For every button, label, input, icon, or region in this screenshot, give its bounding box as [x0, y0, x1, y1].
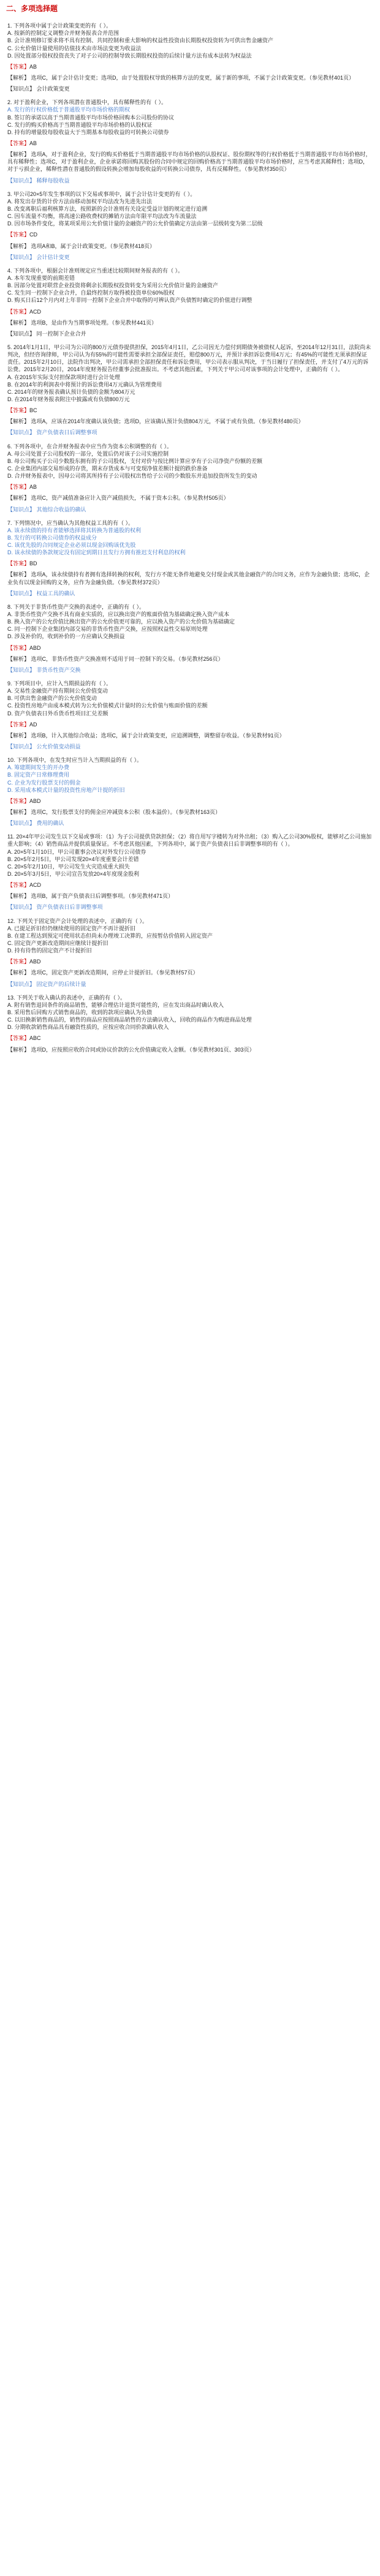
option-text: D. 该永续债的条款规定没有固定到期日且发行方拥有推迟支付利息的权利	[7, 549, 186, 556]
answer-label: 【答案】	[7, 407, 30, 414]
answer-label: 【答案】	[7, 644, 30, 651]
explanation-text: 【解析】 选项A，对于盈利企业，发行的购买价格低于当期普通股平均市场价格的认股权证、股份期权等的行权价格低于当期普通股平均市场价格时，具有稀释性；选项C，对于盈利企业，企业承诺将回购其股份的合同中规定的回购价格高于当期普通股平均市场价格时，应当考虑其稀释性；选项D，对于亏损企业，稀释性潜在普通股的假设转换会增加每股收益的可转换公司债券，具有反稀释性。（参见教材350页）	[7, 151, 371, 173]
section-title: 二、多项选择题	[6, 4, 58, 13]
knowledge-point: 【知识点】 同一控制下企业合并	[7, 330, 86, 337]
answer-value: ABD	[29, 644, 41, 651]
question-text: 13. 下列关于收入确认的表述中，正确的有（ ）。	[7, 994, 126, 1001]
option-text: D. 购买日后12个月内对上年非同一控制下企业合并中取得的可辨认资产负债暂时确定的价值进行调整	[7, 297, 253, 304]
answer-line	[0, 308, 380, 315]
question-text: 2. 对于盈利企业，下列各项潜在普通股中，具有稀释性的有（ ）。	[7, 99, 167, 106]
option-text: C. 企业为发行股票支付的佣金	[7, 779, 81, 786]
option-text: D. 因市场条件变化，将某项采用公允价值计量的金融资产的公允价值确定方法由第一层级转变为第二层级	[7, 220, 263, 227]
answer-line	[0, 407, 380, 414]
answer-label: 【答案】	[7, 1035, 30, 1042]
answer-value: AB	[29, 63, 37, 70]
explanation-text: 【解析】 选项B，计入其他综合收益；选项C，属于会计政策变更，应追溯调整，调整留存收益。（参见教材91页）	[7, 732, 285, 739]
answer-value: ACD	[29, 308, 42, 315]
option-text: D. 资产负债表日外币货币性项目汇兑差额	[7, 710, 108, 717]
option-text: B. 发行的可转换公司债券的权益成分	[7, 534, 97, 541]
option-text: A. 在2015年实际支付担保款项时进行会计处理	[7, 374, 121, 380]
option-text: B. 采用售后回购方式销售商品的，收到的款项应确认为负债	[7, 1009, 153, 1015]
question-text: 4. 下列各项中，根据会计准则规定应当重述比较期间财务报表的有（ ）。	[7, 267, 184, 274]
answer-value: BD	[29, 560, 37, 567]
question-text: 10. 下列各项中，在发生时应当计入当期损益的有（ ）。	[7, 757, 143, 764]
option-text: C. 因车流量不均衡，将高速公路收费权的摊销方法由年限平均法改为车流量法	[7, 213, 197, 220]
option-text: B. 改变离职后福利核算方法，按照新的会计准则有关设定受益计划的规定进行追溯	[7, 206, 208, 212]
option-text: C. 企业集团内部交易形成的存货，期末存货成本与可变现净值差额计提的跌价准备	[7, 465, 208, 472]
knowledge-point: 【知识点】 资产负债表日后非调整事项	[7, 904, 103, 911]
option-text: C. 固定资产更新改造期间应继续计提折旧	[7, 940, 108, 946]
option-text: C. 同一控制下企业集团内部交易的非货币性资产交换，应按照权益性交易原则处理	[7, 626, 208, 633]
option-text: A. 非货币性资产交换不具有商业实质的，应以换出资产的账面价值为基础确定换入资产成本	[7, 611, 230, 618]
answer-label: 【答案】	[7, 958, 30, 965]
option-text: D. 因处置部分股权投资丧失了对子公司的控制导致长期股权投资的后续计量方法有成本法转为权益法	[7, 52, 252, 59]
knowledge-point: 【知识点】 会计政策变更	[7, 86, 70, 92]
option-text: B. 在2014年的利润表中将预计的诉讼费用4万元确认为管理费用	[7, 381, 162, 388]
option-text: A. 附有销售退回条件的商品销售，能够合理估计退货可能性的，应在发出商品时确认收入	[7, 1001, 224, 1008]
option-text: A. 按新的控制定义调整合并财务报表合并范围	[7, 30, 120, 37]
answer-line	[0, 560, 380, 567]
question-text: 5. 2014年1月1日，甲公司为公司的800万元债券提供担保，2015年4月1日，乙公司因无力偿付到期债务被债权人起诉，至2014年12月31日，法院尚未判决，但经咨询律师，甲公司认为有55%的可能性需要承担全部保证责任，赔偿800万元，并预计承担诉讼费用4万元；有45%的可能性无须承担保证责任。2015年2月10日，法院作出判决，甲公司需承担全部担保责任和诉讼费用，甲公司表示服从判决，于当日履行了担保责任，并支付了4万元的诉讼费。2015年2月20日，2014年度财务报告经董事会批准报出。不考虑其他因素，下列关于甲公司对该事项的会计处理中，正确的有（ ）。	[7, 344, 371, 373]
knowledge-point: 【知识点】 稀释每股收益	[7, 177, 70, 184]
answer-value: ACD	[29, 882, 42, 889]
answer-value: ABD	[29, 958, 41, 965]
option-text: A. 20×5年1月10日，甲公司董事会决议对外发行公司债券	[7, 848, 146, 855]
question-text: 6. 下列各项中，在合并财务报表中应当作为资本公积调整的有（ ）。	[7, 443, 173, 450]
knowledge-point: 【知识点】 费用的确认	[7, 820, 64, 827]
answer-line	[0, 797, 380, 805]
answer-label: 【答案】	[7, 560, 30, 567]
answer-label: 【答案】	[7, 797, 30, 804]
explanation-text: 【解析】 选项C，属于会计估计变更；选项D，由于处置股权导致的核算方法的变更，属于新的事项，不属于会计政策变更。（参见教材401页）	[7, 75, 355, 81]
answer-value: AB	[29, 140, 37, 147]
question-text: 9. 下列项目中，应计入当期损益的有（ ）。	[7, 680, 112, 687]
explanation-text: 【解析】 选项A，应该在2014年度确认该负债；选项D，应该确认预计负债804万元，不属于或有负债。（参见教材480页）	[7, 418, 304, 425]
answer-line	[0, 1034, 380, 1042]
option-text: D. 20×5年3月5日，甲公司宣告发放20×4年度现金股利	[7, 870, 140, 877]
knowledge-point: 【知识点】 会计估计变更	[7, 254, 70, 260]
knowledge-point: 【知识点】 公允价值变动损益	[7, 744, 81, 750]
explanation-text: 【解析】 选项C，非货币性资产交换准则不适用于同一控制下的交易。（参见教材256页）	[7, 655, 224, 662]
answer-value: AB	[29, 484, 37, 491]
option-text: B. 母公司购买子公司少数股东拥有的子公司股权，支付对价与按比例计算应享有子公司净资产份额的差额	[7, 458, 263, 464]
option-text: C. 发生同一控制下企业合并，自最终控制方取得被投资单位60%股权	[7, 290, 175, 296]
option-text: B. 可供出售金融资产的公允价值变动	[7, 695, 97, 702]
question-text: 3. 甲公司20×5年发生事项的以下交易或事项中，属于会计估计变更的有（ ）。	[7, 190, 196, 197]
knowledge-point: 【知识点】 固定资产的后续计量	[7, 981, 86, 987]
answer-line	[0, 958, 380, 965]
answer-line	[0, 721, 380, 728]
answer-line	[0, 140, 380, 147]
option-text: A. 母公司处置子公司股权的一部分，处置后仍对该子公司实施控制	[7, 450, 169, 457]
knowledge-point: 【知识点】 资产负债表日后调整事项	[7, 429, 97, 436]
option-text: D. 涉及补价的，收到补价的一方应确认交换损益	[7, 633, 125, 640]
explanation-text: 【解析】 选项B，属于资产负债表日后调整事项。（参见教材471页）	[7, 893, 174, 900]
answer-line	[0, 881, 380, 889]
answer-value: CD	[29, 232, 38, 238]
answer-label: 【答案】	[7, 140, 30, 147]
option-text: C. 发行的购买价格高于当期普通股平均市场价格的认股权证	[7, 121, 153, 128]
option-text: B. 20×5年2月5日，甲公司发现20×4年度重要会计差错	[7, 856, 139, 862]
option-text: C. 20×5年2月10日，甲公司发生火灾造成重大损失	[7, 863, 130, 870]
option-text: D. 在2014年财务报表附注中披露或有负债800万元	[7, 396, 130, 402]
question-text: 11. 20×4年甲公司发生以下交易或事项：（1）为子公司提供贷款担保；（2）将自用写字楼转为对外出租；（3）购入乙公司30%股权，能够对乙公司施加重大影响；（4）销售商品并提供质量保证。不考虑其他因素，下列各项中，属于资产负债表日后非调整事项的有（ ）。	[7, 834, 372, 848]
option-text: A. 该永续债的持有者能够选择将其转换为普通股的权利	[7, 527, 142, 533]
answer-value: AD	[29, 721, 37, 728]
option-text: C. 2014年的财务报表确认预计负债的金额为804万元	[7, 388, 135, 395]
option-text: C. 该优先股的合同规定企业必须以现金回购该优先股	[7, 542, 136, 549]
option-text: C. 公允价值计量使用的估值技术由市场法变更为收益法	[7, 45, 142, 51]
option-text: C. 以旧换新销售商品的，销售的商品应按照商品销售的方法确认收入，回收的商品作为购进商品处理	[7, 1017, 252, 1023]
answer-line	[0, 644, 380, 652]
option-text: D. 合并财务报表中，因母公司将其所持有子公司股权出售给子公司的少数股东并追加投资所发生的变动	[7, 473, 257, 480]
knowledge-point: 【知识点】 其他综合收益的确认	[7, 506, 86, 513]
option-text: D. 采用成本模式计量的投资性房地产计提的折旧	[7, 786, 125, 793]
question-list	[0, 22, 380, 1053]
knowledge-point: 【知识点】 权益工具的确认	[7, 590, 75, 597]
option-text: D. 分期收款销售商品具有融资性质的，应按应收合同价款确认收入	[7, 1024, 169, 1031]
answer-label: 【答案】	[7, 484, 30, 491]
answer-value: ABD	[29, 797, 41, 804]
option-text: A. 筹建期间发生的开办费	[7, 764, 70, 771]
option-text: B. 换入资产的公允价值比换出资产的公允价值更可靠的，应以换入资产的公允价值为基础确定	[7, 619, 235, 625]
answer-value: ABC	[29, 1035, 41, 1042]
option-text: A. 发行的行权价格低于普通股平均市场价格的期权	[7, 107, 131, 113]
explanation-text: 【解析】 选项A，该永续债持有者拥有选择转换的权利，发行方不能无条件地避免交付现金或其他金融资产的合同义务，应作为金融负债；选项C，企业负有以现金回购的义务，应作为金融负债。（参见教材372页）	[7, 571, 370, 586]
option-text: D. 持有的增量股每股收益大于当期基本每股收益的可转换公司债券	[7, 129, 169, 135]
option-text: C. 投资性房地产由成本模式转为公允价值模式计量时的公允价值与账面价值的差额	[7, 702, 208, 709]
explanation-text: 【解析】 选项C，发行股票支付的佣金应冲减资本公积（股本溢价）。（参见教材163页）	[7, 809, 221, 815]
answer-label: 【答案】	[7, 882, 30, 889]
option-text: A. 将发出存货的计价方法由移动加权平均法改为先进先出法	[7, 198, 153, 205]
answer-label: 【答案】	[7, 308, 30, 315]
option-text: B. 会计准则修订要求将不具有控制、共同控制和重大影响的权益性投资由长期股权投资转为可供出售金融资产	[7, 37, 274, 44]
explanation-text: 【解析】 选项C，资产减值准备应计入资产减值损失，不属于资本公积。（参见教材505页）	[7, 495, 229, 502]
explanation-text: 【解析】 选项C，固定资产更新改造期间，应停止计提折旧。（参见教材57页）	[7, 970, 199, 976]
answer-label: 【答案】	[7, 721, 30, 728]
explanation-text: 【解析】 选项D，应按照应收的合同或协议价款的公允价值确定收入金额。（参见教材301页、303页）	[7, 1046, 255, 1053]
explanation-text: 【解析】 选项B，是由作为当期事项处理。（参见教材441页）	[7, 319, 158, 326]
option-text: D. 持有待售的固定资产不计提折旧	[7, 947, 92, 954]
answer-line	[0, 483, 380, 491]
option-text: B. 签订的承诺以高于当期普通股平均市场价格回购本公司股份的协议	[7, 114, 175, 121]
answer-label: 【答案】	[7, 63, 30, 70]
answer-line	[0, 231, 380, 238]
question-text: 8. 下列关于非货币性资产交换的表述中，正确的有（ ）。	[7, 603, 145, 610]
answer-line	[0, 63, 380, 70]
explanation-text: 【解析】 选项A和B，属于会计政策变更。（参见教材418页）	[7, 243, 156, 249]
option-text: B. 在建工程达到预定可使用状态但尚未办理竣工决算的，应按暂估价值转入固定资产	[7, 932, 213, 939]
option-text: A. 交易性金融资产持有期间公允价值变动	[7, 688, 108, 695]
answer-label: 【答案】	[7, 232, 30, 238]
answer-value: BC	[29, 407, 37, 414]
option-text: A. 已提足折旧但仍继续使用的固定资产不再计提折旧	[7, 925, 136, 932]
question-text: 12. 下列关于固定资产会计处理的表述中，正确的有（ ）。	[7, 917, 148, 924]
question-text: 7. 下列情况中，应当确认为其他权益工具的有（ ）。	[7, 519, 134, 526]
question-text: 1. 下列各项中属于会计政策变更的有（ ）。	[7, 23, 112, 29]
option-text: A. 本年发现重要的前期差错	[7, 274, 75, 281]
option-text: B. 因部分处置对联营企业投资将剩余长期股权投资转变为采用公允价值计量的金融资产	[7, 282, 219, 289]
knowledge-point: 【知识点】 非货币性资产交换	[7, 666, 81, 673]
option-text: B. 固定资产日常修理费用	[7, 772, 70, 778]
